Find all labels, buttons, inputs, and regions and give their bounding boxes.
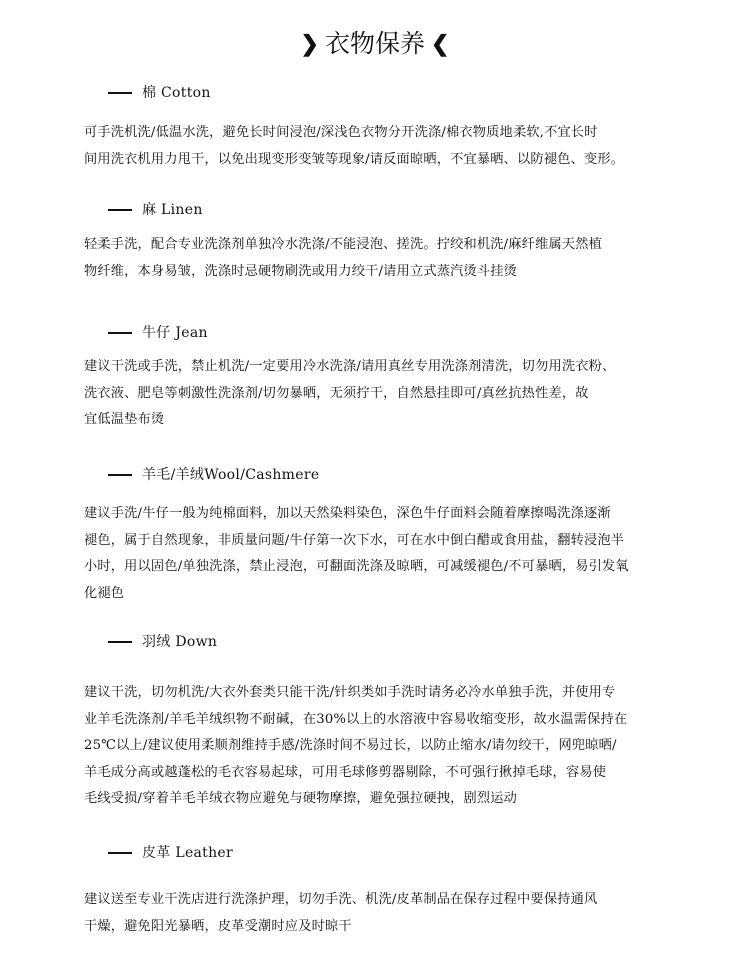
- section-heading: [84, 81, 704, 105]
- heading-dash-icon: [108, 332, 132, 334]
- section-cotton: [84, 81, 704, 173]
- body-line: 建议干洗或手洗，禁止机洗/一定要用冷水洗涤/请用真丝专用洗涤剂清洗，切勿用洗衣粉、: [84, 359, 616, 374]
- section-heading-text: 羊毛/羊绒Wool/Cashmere: [142, 467, 320, 483]
- body-line: 业羊毛洗涤剂/羊毛羊绒织物不耐碱，在30%以上的水溶液中容易收缩变形，故水温需保持在: [84, 711, 628, 727]
- section-heading: [84, 198, 704, 222]
- body-line: 建议手洗/牛仔一般为纯棉面料，加以天然染料染色，深色牛仔面料会随着摩擦喝洗涤逐渐: [84, 506, 611, 521]
- section-body: [84, 354, 704, 434]
- page-title-text: 衣物保养: [324, 29, 425, 58]
- section-body: [84, 501, 704, 607]
- section-leather: [84, 841, 704, 940]
- section-linen: [84, 198, 704, 285]
- section-heading-text: 羽绒 Down: [142, 634, 218, 650]
- chevron-left-icon: ❮: [431, 31, 450, 57]
- section-jean: [84, 321, 704, 434]
- section-heading: [84, 321, 704, 345]
- section-body: [84, 120, 704, 173]
- chevron-right-icon: ❯: [300, 31, 319, 57]
- body-line: 洗衣液、肥皂等刺激性洗涤剂/切勿暴晒，无须拧干，自然悬挂即可/真丝抗热性差，故: [84, 385, 589, 401]
- body-line: 化褪色: [84, 585, 125, 601]
- body-line: 羊毛成分高或越蓬松的毛衣容易起球，可用毛球修剪器剔除，不可强行揪掉毛球，容易使: [84, 764, 607, 780]
- section-body: [84, 887, 704, 940]
- section-wool: [84, 463, 704, 607]
- body-line: 建议送至专业干洗店进行洗涤护理，切勿手洗、机洗/皮革制品在保存过程中要保持通风: [84, 892, 598, 907]
- section-heading-text: 皮革 Leather: [142, 845, 233, 861]
- body-line: 干燥，避免阳光暴晒，皮革受潮时应及时晾干: [84, 918, 352, 934]
- heading-dash-icon: [108, 209, 132, 211]
- heading-dash-icon: [108, 852, 132, 854]
- body-line: 物纤维，本身易皱，洗涤时忌硬物刷洗或用力绞干/请用立式蒸汽烫斗挂烫: [84, 263, 518, 279]
- section-body: [84, 680, 704, 813]
- body-line: 建议干洗，切勿机洗/大衣外套类只能干洗/针织类如手洗时请务必冷水单独手洗，并使用专: [84, 685, 616, 700]
- section-heading: [84, 630, 704, 654]
- heading-dash-icon: [108, 92, 132, 94]
- heading-dash-icon: [108, 641, 132, 643]
- section-heading: [84, 841, 704, 865]
- body-line: 小时，用以固色/单独洗涤，禁止浸泡，可翻面洗涤及晾晒，可减缓褪色/不可暴晒，易引发氧: [84, 559, 629, 574]
- section-down: [84, 630, 704, 813]
- page-title: [0, 26, 750, 62]
- body-line: 褪色，属于自然现象，非质量问题/牛仔第一次下水，可在水中倒白醋或食用盐，翻转浸泡半: [84, 532, 625, 548]
- body-line: 25℃以上/建议使用柔顺剂维持手感/洗涤时间不易过长，以防止缩水/请勿绞干，网兜晾晒/: [84, 738, 617, 753]
- section-heading-text: 麻 Linen: [142, 202, 203, 218]
- section-heading: [84, 463, 704, 487]
- body-line: 可手洗机洗/低温水洗，避免长时间浸泡/深浅色衣物分开洗涤/棉衣物质地柔软,不宜长时: [84, 125, 598, 140]
- heading-dash-icon: [108, 474, 132, 476]
- body-line: 间用洗衣机用力甩干，以免出现变形变皱等现象/请反面晾晒，不宜暴晒、以防褪色、变形。: [84, 151, 625, 167]
- section-body: [84, 232, 704, 285]
- body-line: 宜低温垫布烫: [84, 412, 165, 427]
- body-line: 轻柔手洗，配合专业洗涤剂单独冷水洗涤/不能浸泡、搓洗。拧绞和机洗/麻纤维属天然植: [84, 237, 603, 252]
- body-line: 毛线受损/穿着羊毛羊绒衣物应避免与硬物摩擦，避免强拉硬拽，剧烈运动: [84, 791, 518, 806]
- section-heading-text: 棉 Cotton: [142, 85, 211, 101]
- section-heading-text: 牛仔 Jean: [142, 325, 208, 341]
